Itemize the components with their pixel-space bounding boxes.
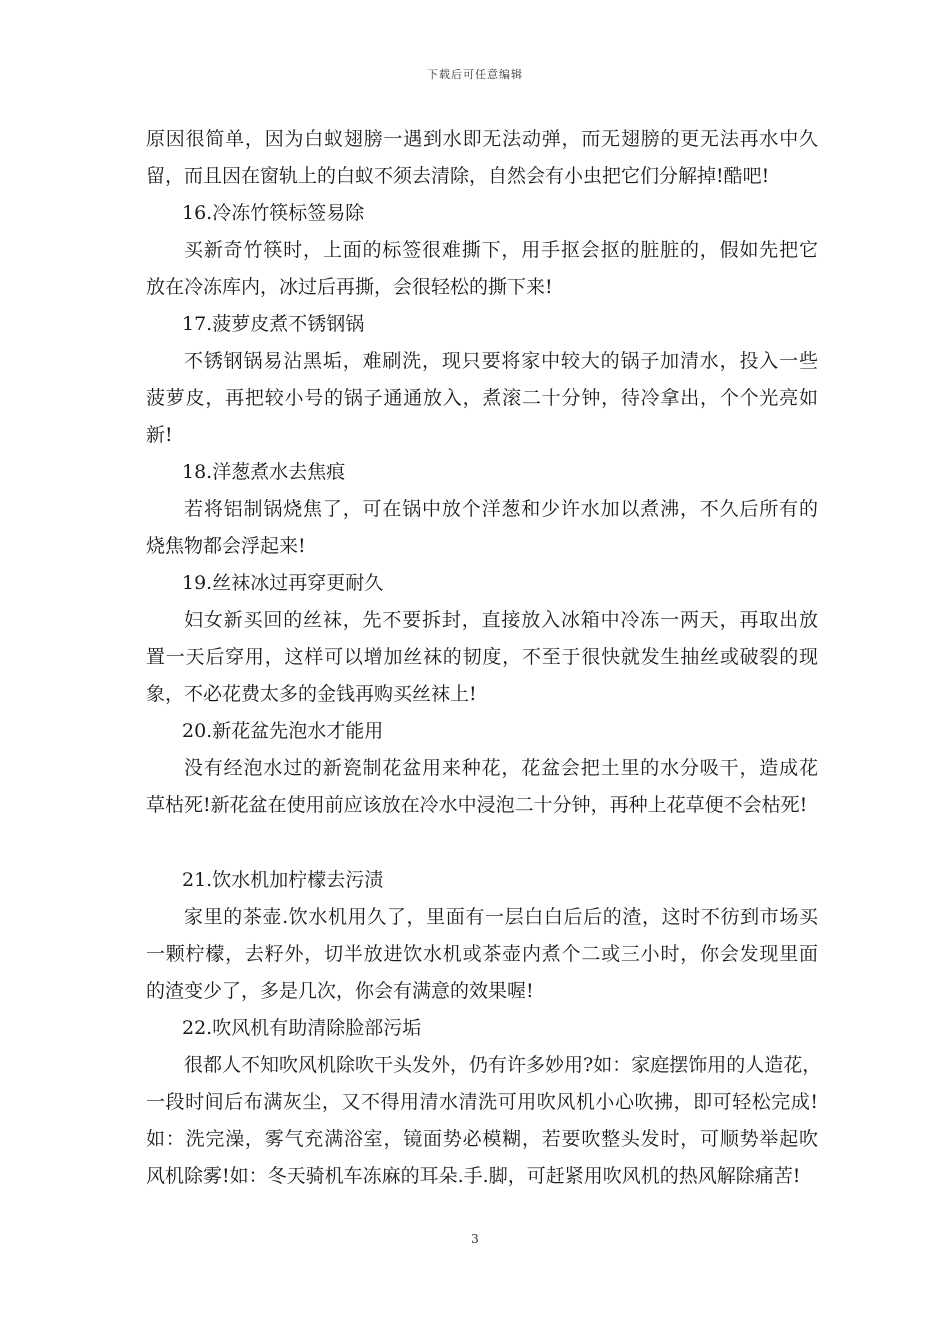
page-header: 下载后可任意编辑 (427, 68, 523, 81)
paragraph-line: 草枯死!新花盆在使用前应该放在冷水中浸泡二十分钟，再种上花草便不会枯死! (146, 794, 808, 816)
paragraph-line: 烧焦物都会浮起来! (146, 535, 306, 557)
paragraph-line: 新! (146, 424, 173, 446)
paragraph-line: 象，不必花费太多的金钱再购买丝袜上! (146, 683, 477, 705)
section-heading-19: 19.丝袜冰过再穿更耐久 (182, 572, 384, 594)
paragraph-line: 若将铝制锅烧焦了，可在锅中放个洋葱和少许水加以煮沸，不久后所有的 (184, 498, 818, 520)
paragraph-line: 一段时间后布满灰尘，又不得用清水清洗可用吹风机小心吹拂，即可轻松完成! (146, 1091, 818, 1113)
paragraph-line: 菠萝皮，再把较小号的锅子通通放入，煮滚二十分钟，待冷拿出，个个光亮如 (146, 387, 818, 409)
document-body (146, 122, 822, 1196)
section-heading-18: 18.洋葱煮水去焦痕 (182, 461, 346, 483)
paragraph-line: 买新奇竹筷时，上面的标签很难撕下，用手抠会抠的脏脏的，假如先把它 (184, 239, 818, 261)
paragraph-line: 的渣变少了，多是几次，你会有满意的效果喔! (146, 980, 534, 1002)
section-heading-16: 16.冷冻竹筷标签易除 (182, 202, 365, 224)
paragraph-line: 很都人不知吹风机除吹干头发外，仍有许多妙用?如：家庭摆饰用的人造花， (184, 1054, 822, 1076)
paragraph-line: 风机除雾!如：冬天骑机车冻麻的耳朵.手.脚，可赶紧用吹风机的热风解除痛苦! (146, 1165, 801, 1187)
paragraph-line: 放在冷冻库内，冰过后再撕，会很轻松的撕下来! (146, 276, 553, 298)
paragraph-line: 原因很简单，因为白蚁翅膀一遇到水即无法动弹，而无翅膀的更无法再水中久 (146, 128, 818, 150)
paragraph-line: 如：洗完澡，雾气充满浴室，镜面势必模糊，若要吹整头发时，可顺势举起吹 (146, 1128, 818, 1150)
section-heading-17: 17.菠萝皮煮不锈钢锅 (182, 313, 365, 335)
paragraph-line: 妇女新买回的丝袜，先不要拆封，直接放入冰箱中冷冻一两天，再取出放 (184, 609, 818, 631)
paragraph-line: 一颗柠檬，去籽外，切半放进饮水机或茶壶内煮个二或三小时，你会发现里面 (146, 943, 818, 965)
section-heading-21: 21.饮水机加柠檬去污渍 (182, 869, 384, 891)
paragraph-line: 不锈钢锅易沾黑垢，难刷洗，现只要将家中较大的锅子加清水，投入一些 (184, 350, 818, 372)
section-heading-20: 20.新花盆先泡水才能用 (182, 720, 384, 742)
section-heading-22: 22.吹风机有助清除脸部污垢 (182, 1017, 422, 1039)
paragraph-line: 留，而且因在窗轨上的白蚁不须去清除，自然会有小虫把它们分解掉!酷吧! (146, 165, 770, 187)
paragraph-line: 家里的茶壶.饮水机用久了，里面有一层白白后后的渣，这时不彷到市场买 (184, 906, 818, 928)
page-number: 3 (471, 1232, 479, 1246)
blank-line (146, 825, 818, 863)
paragraph-line: 没有经泡水过的新瓷制花盆用来种花，花盆会把土里的水分吸干，造成花 (184, 757, 818, 779)
paragraph-line: 置一天后穿用，这样可以增加丝袜的韧度，不至于很快就发生抽丝或破裂的现 (146, 646, 818, 668)
